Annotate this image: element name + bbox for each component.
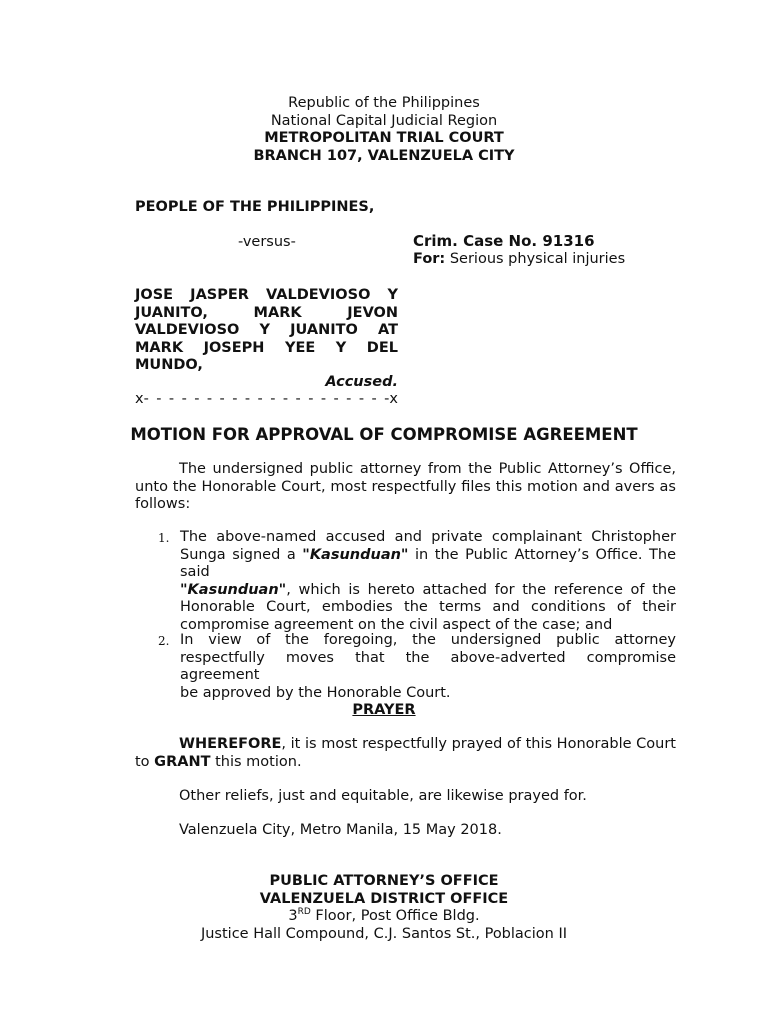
versus-text: -versus- [238,234,296,250]
accused-line: MUNDO, [135,357,203,373]
caption-separator [135,391,398,409]
prayer-heading: PRAYER [352,702,416,718]
for-value: Serious physical injuries [445,250,626,267]
grant-term: GRANT [154,753,211,770]
court-header [0,95,768,165]
district-office: VALENZUELA DISTRICT OFFICE [259,890,509,907]
date-line: Valenzuela City, Metro Manila, 15 May 2018. [179,822,502,838]
prayer-text: to [135,753,155,770]
item-text: in the Public Attorney’s Office. The said [180,546,676,580]
item-line: respectfully moves that the above-adverted compromise agreement [180,649,676,683]
office-address: Justice Hall Compound, C.J. Santos St., Poblacion II [200,925,568,942]
intro-line: unto the Honorable Court, most respectfully files this motion and avers as [135,478,676,495]
wherefore-term: WHEREFORE [179,736,282,752]
intro-line: The undersigned public attorney from the Public Attorney’s Office, [179,461,676,477]
item-line: be approved by the Honorable Court. [180,684,451,701]
item-number: 2. [158,634,170,648]
item-text: Sunga signed a [180,546,303,563]
separator-text: x- - - - - - - - - - - - - - - - - - - -x [135,391,398,407]
accused-line: JOSE JASPER VALDEVIOSO Y [135,287,398,303]
floor-suffix: RD [297,907,311,917]
prayer-text: this motion. [210,753,302,770]
kasunduan-term: "Kasunduan" [302,546,409,563]
prayer-line [135,736,676,754]
accused-line: JUANITO, MARK JEVON [135,304,398,321]
item-number: 1. [158,531,170,545]
accused-block [135,287,398,375]
header-branch: BRANCH 107, VALENZUELA CITY [253,147,515,164]
accused-label: Accused. [325,374,398,390]
item-text: , which is hereto attached for the reference of the [286,581,676,598]
item-line: The above-named accused and private complainant Christopher [180,529,676,545]
for-label: For: [413,250,446,267]
item-line [180,582,676,600]
case-number: Crim. Case No. 91316 [413,232,595,250]
accused-line: VALDEVIOSO Y JUANITO AT [135,322,398,338]
item-line: In view of the foregoing, the undersigned public attorney [180,632,676,648]
floor-text: Floor, Post Office Bldg. [310,908,480,924]
accused-line: MARK JOSEPH YEE Y DEL [135,339,398,356]
intro-paragraph [135,461,676,514]
kasunduan-term: "Kasunduan" [180,581,287,598]
item-line [180,547,676,582]
header-court: METROPOLITAN TRIAL COURT [264,130,504,146]
other-reliefs: Other reliefs, just and equitable, are likewise prayed for. [179,788,587,804]
item-line: Honorable Court, embodies the terms and conditions of their [180,599,676,615]
intro-line: follows: [135,496,191,512]
item-2-text [180,632,676,702]
item-line: compromise agreement on the civil aspect of the case; and [180,616,613,633]
office-name: PUBLIC ATTORNEY’S OFFICE [269,873,499,889]
plaintiff-name: PEOPLE OF THE PHILIPPINES, [135,199,375,215]
item-1-text [180,529,676,634]
prayer-text: , it is most respectfully prayed of this Honorable Court [281,736,676,752]
motion-title: MOTION FOR APPROVAL OF COMPROMISE AGREEMENT [130,425,638,444]
prayer-paragraph [135,736,676,771]
case-details [413,233,625,268]
header-region: National Capital Judicial Region [270,112,498,129]
header-republic: Republic of the Philippines [288,95,480,111]
office-floor [0,908,768,926]
floor-number: 3 [288,908,298,924]
office-block [0,873,768,943]
prayer-line [135,754,676,772]
case-charge [413,251,625,269]
